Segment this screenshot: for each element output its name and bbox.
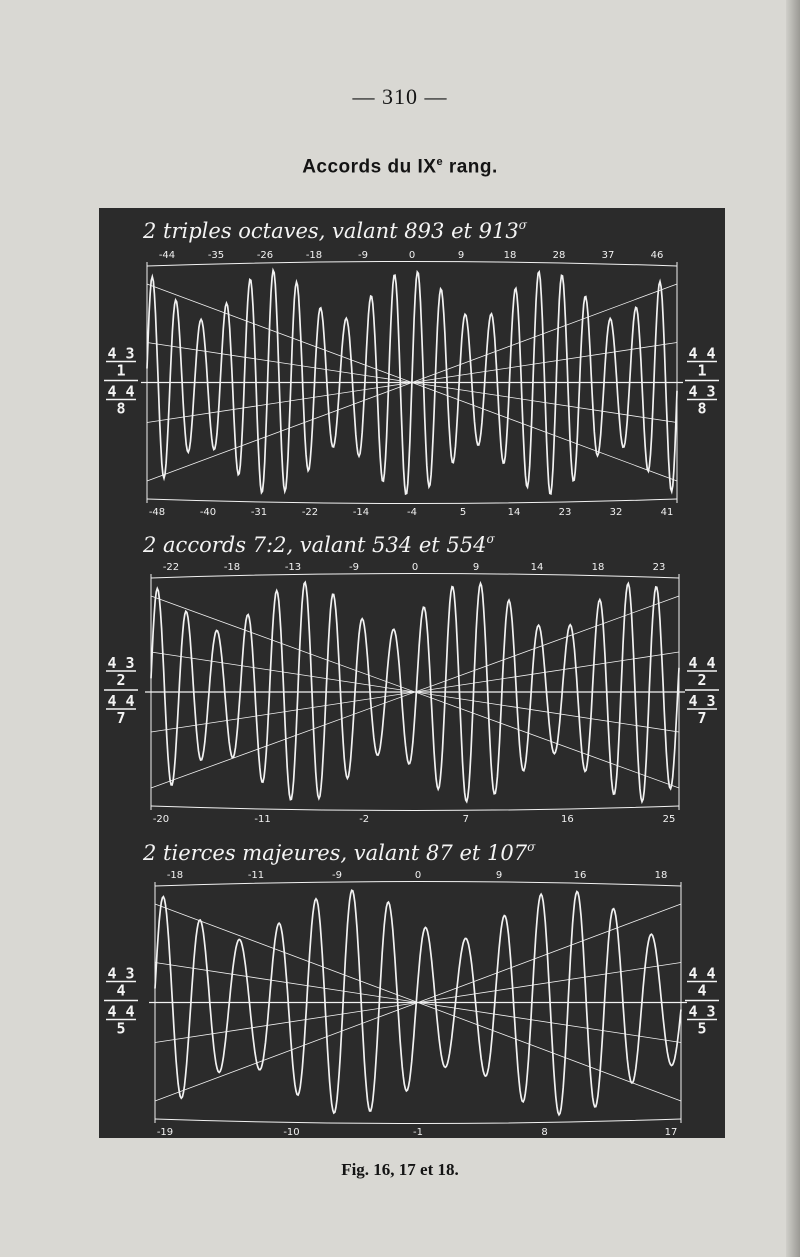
heading-text: Accords du IX <box>302 156 437 178</box>
page-number: — 310 — <box>352 84 448 109</box>
bottom-tick-label: -22 <box>301 507 319 518</box>
right-ratio-bottom-numerator: 4 3 <box>688 1002 716 1021</box>
bottom-tick-label: 14 <box>507 507 521 518</box>
right-ratio-bottom-denominator: 8 <box>697 399 707 418</box>
section-heading <box>0 156 800 178</box>
top-tick-label: -9 <box>332 870 342 881</box>
top-tick-label: 9 <box>472 562 480 573</box>
bottom-tick-label: 8 <box>541 1127 548 1138</box>
bottom-tick-label: -11 <box>254 814 271 825</box>
left-ratio-top-numerator: 4 3 <box>107 344 135 363</box>
top-tick-label: 18 <box>503 250 517 261</box>
top-tick-label: 28 <box>552 250 566 261</box>
top-tick-label: 0 <box>408 250 416 261</box>
left-ratio-bottom-denominator: 7 <box>116 709 126 727</box>
right-ratio-bottom-denominator: 5 <box>697 1019 707 1038</box>
right-ratio-top-numerator: 4 4 <box>688 344 716 363</box>
bottom-tick-label: 16 <box>561 814 574 825</box>
right-ratio-top-denominator: 2 <box>697 671 707 689</box>
top-tick-label: -44 <box>158 250 176 261</box>
bottom-tick-label: 25 <box>662 814 676 825</box>
right-ratio-bottom-denominator: 7 <box>697 709 707 727</box>
top-envelope-arc <box>155 882 681 887</box>
top-tick-label: -18 <box>166 870 184 881</box>
figure-caption: Fig. 16, 17 et 18. <box>341 1160 459 1179</box>
bottom-tick-label: -48 <box>148 507 166 518</box>
top-tick-label: 9 <box>495 870 503 881</box>
right-ratio-bottom-numerator: 4 3 <box>688 692 716 710</box>
bottom-tick-label: 5 <box>459 507 467 518</box>
bottom-tick-label: -2 <box>359 814 370 825</box>
top-tick-label: -13 <box>284 562 302 573</box>
left-ratio-top-denominator: 1 <box>116 361 126 380</box>
top-tick-label: 16 <box>573 870 587 881</box>
bottom-tick-label: -4 <box>407 507 417 518</box>
top-tick-label: 18 <box>591 562 605 573</box>
bottom-tick-label: -19 <box>156 1127 174 1138</box>
bottom-tick-label: -40 <box>199 507 217 518</box>
figure-title-1: 2 triples octaves, valant 893 et $913^\sigma$ <box>143 218 527 243</box>
figure-title-2: 2 accords 7:2, valant 534 et $554^\sigma$ <box>143 532 495 557</box>
top-tick-label: 18 <box>654 870 668 881</box>
top-tick-label: 0 <box>414 870 422 881</box>
top-tick-label: -18 <box>223 562 241 573</box>
left-ratio-top-denominator: 2 <box>116 671 126 689</box>
top-envelope-arc <box>151 574 679 579</box>
top-tick-label: 0 <box>411 562 419 573</box>
heading-suffix: rang. <box>443 156 498 178</box>
right-ratio-top-numerator: 4 4 <box>688 654 716 672</box>
top-tick-label: -35 <box>207 250 225 261</box>
bottom-envelope-arc <box>151 806 679 811</box>
top-tick-label: 46 <box>650 250 664 261</box>
left-ratio-top-numerator: 4 3 <box>107 654 135 672</box>
left-ratio-top-denominator: 4 <box>116 981 126 1000</box>
right-ratio-bottom-numerator: 4 3 <box>688 382 716 401</box>
right-ratio-top-denominator: 4 <box>697 981 707 1000</box>
top-tick-label: -11 <box>247 870 265 881</box>
top-tick-label: -9 <box>349 562 359 573</box>
top-tick-label: -22 <box>162 562 180 573</box>
bottom-tick-label: 17 <box>664 1127 678 1138</box>
bottom-tick-label: -1 <box>413 1127 423 1138</box>
left-ratio-bottom-denominator: 5 <box>116 1019 126 1038</box>
top-tick-label: 9 <box>457 250 465 261</box>
bottom-tick-label: 32 <box>609 507 623 518</box>
heading-superscript: e <box>436 156 444 168</box>
right-ratio-top-numerator: 4 4 <box>688 964 716 983</box>
bottom-tick-label: -14 <box>352 507 370 518</box>
left-ratio-bottom-denominator: 8 <box>116 399 126 418</box>
right-ratio-top-denominator: 1 <box>697 361 707 380</box>
top-tick-label: -9 <box>358 250 368 261</box>
bottom-tick-label: -10 <box>283 1127 300 1138</box>
figure-plate <box>99 208 725 1138</box>
bottom-envelope-arc <box>155 1119 681 1124</box>
left-ratio-top-numerator: 4 3 <box>107 964 135 983</box>
plate-drawing <box>99 208 725 1138</box>
top-envelope-arc <box>147 262 677 267</box>
left-ratio-bottom-numerator: 4 4 <box>107 692 135 710</box>
top-tick-label: -18 <box>305 250 323 261</box>
bottom-tick-label: 7 <box>462 814 469 825</box>
left-ratio-bottom-numerator: 4 4 <box>107 1002 135 1021</box>
bottom-tick-label: -20 <box>152 814 170 825</box>
left-ratio-bottom-numerator: 4 4 <box>107 382 135 401</box>
bottom-tick-label: 41 <box>660 507 674 518</box>
top-tick-label: 37 <box>601 250 615 261</box>
page-edge <box>786 0 800 1257</box>
figure-title-3: 2 tierces majeures, valant 87 et $107^\sigma$ <box>143 840 536 865</box>
top-tick-label: 14 <box>530 562 544 573</box>
bottom-tick-label: 23 <box>558 507 572 518</box>
bottom-envelope-arc <box>147 499 677 504</box>
bottom-tick-label: -31 <box>250 507 268 518</box>
top-tick-label: -26 <box>256 250 274 261</box>
top-tick-label: 23 <box>652 562 666 573</box>
